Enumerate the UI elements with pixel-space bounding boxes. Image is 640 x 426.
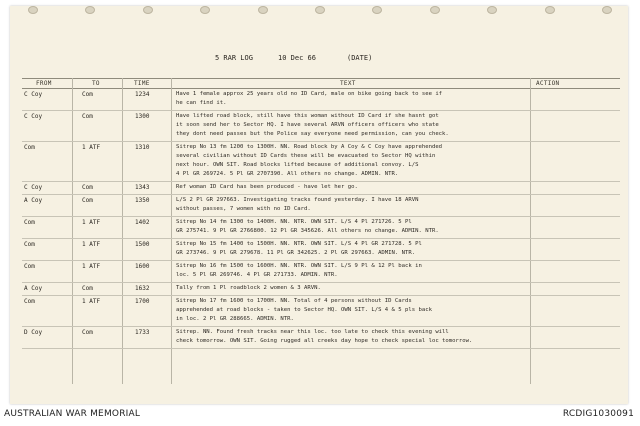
date-label: (DATE): [347, 54, 373, 62]
binder-hole: [372, 6, 382, 14]
entry-time: 1700: [135, 297, 150, 305]
binder-hole: [315, 6, 325, 14]
entry-from: C Coy: [24, 91, 43, 98]
entry-time: 1733: [135, 328, 150, 336]
entry-rule: [22, 194, 620, 195]
entry-rule: [22, 260, 620, 261]
entry-text-line: Have lifted road block, still have this woman without ID Card if she hasnt got: [176, 113, 439, 119]
column-header-from: FROM: [36, 80, 52, 87]
entry-from: Com: [24, 297, 35, 305]
entry-text-line: Sitrep No 14 fm 1300 to 1400H. NN. NTR. OWN SIT. L/S 4 Pl 271726. 5 Pl: [176, 218, 412, 225]
entry-to: Com: [82, 328, 93, 336]
binder-hole: [487, 6, 497, 14]
log-sheet: [10, 6, 628, 404]
binder-hole: [143, 6, 153, 14]
entry-text-line: several civilian without ID Cards these will be evacuated to Sector HQ within: [176, 152, 436, 159]
binder-hole: [200, 6, 210, 14]
entry-text-line: Sitrep. NN. Found fresh tracks near this loc. too late to check this evening will: [176, 328, 449, 335]
entry-to: Com: [82, 91, 93, 98]
entry-text-line: loc. 5 Pl GR 269746. 4 Pl GR 271733. ADMIN. NTR.: [176, 271, 338, 278]
log-date: 10 Dec 66: [278, 54, 316, 62]
entry-text-line: Sitrep No 15 fm 1400 to 1500H. NN. NTR. OWN SIT. L/S 4 Pl GR 271728. 5 Pl: [176, 240, 422, 247]
entry-to: Com: [82, 284, 93, 292]
entry-from: Com: [24, 143, 35, 151]
column-divider: [72, 78, 73, 384]
entry-text-line: 4 Pl GR 269724. 5 Pl GR 2707390. All others no change. ADMIN. NTR.: [176, 170, 399, 177]
entry-text-line: Sitrep No 17 fm 1600 to 1700H. NN. Total of 4 persons without ID Cards: [176, 297, 412, 304]
entry-rule: [22, 238, 620, 239]
entry-rule: [22, 326, 620, 327]
entry-from: C Coy: [24, 113, 43, 120]
entry-text-line: check tomorrow. OWN SIT. Going rugged all creeks day hope to check special loc tomorrow.: [176, 337, 473, 344]
binder-hole: [28, 6, 38, 14]
column-header-action: ACTION: [536, 80, 560, 87]
footer-archive-name: AUSTRALIAN WAR MEMORIAL: [4, 409, 141, 419]
entry-from: C Coy: [24, 183, 43, 191]
entry-to: Com: [82, 113, 93, 120]
entry-from: D Coy: [24, 328, 43, 336]
entry-text-line: he can find it.: [176, 99, 227, 106]
entry-text-line: in loc. 2 Pl GR 288665. ADMIN. NTR.: [176, 315, 294, 322]
entry-text-line: GR 273746. 9 Pl GR 279678. 11 Pl GR 342625. 2 Pl GR 297663. ADMIN. NTR.: [176, 249, 416, 256]
entry-time: 1632: [135, 284, 150, 292]
entry-to: 1 ATF: [82, 240, 101, 248]
entry-time: 1500: [135, 240, 150, 248]
entry-rule: [22, 141, 620, 142]
entry-text-line: Sitrep No 13 fm 1200 to 1300H. NN. Road block by A Coy & C Coy have apprehended: [176, 143, 443, 150]
entry-to: 1 ATF: [82, 218, 101, 226]
entry-time: 1350: [135, 196, 150, 204]
entry-text-line: Sitrep No 16 fm 1500 to 1600H. NN. NTR. OWN SIT. L/S 9 Pl & 12 Pl back in: [176, 262, 422, 269]
entry-from: Com: [24, 262, 35, 270]
binder-hole: [545, 6, 555, 14]
entry-to: 1 ATF: [82, 262, 101, 270]
entry-time: 1234: [135, 91, 150, 98]
entry-text-line: without passes, 7 women with no ID Card.: [176, 205, 311, 212]
entry-text-line: it soon send her to Sector HQ. I have several ARVN officers officers who state: [176, 121, 439, 128]
entry-text-line: Ref woman ID Card has been produced - have let her go.: [176, 183, 358, 190]
log-header: [10, 54, 628, 66]
entry-time: 1402: [135, 218, 150, 226]
entry-to: Com: [82, 183, 93, 191]
entry-from: A Coy: [24, 196, 43, 204]
column-header-text: TEXT: [340, 80, 356, 87]
entry-text-line: Tally from 1 Pl roadblock 2 women & 3 ARVN.: [176, 284, 321, 291]
log-title: 5 RAR LOG: [215, 54, 253, 62]
column-header-to: TO: [92, 80, 100, 87]
entry-time: 1343: [135, 183, 150, 191]
column-divider: [122, 78, 123, 384]
binder-hole: [602, 6, 612, 14]
entry-rule: [22, 295, 620, 296]
entry-text-line: next hour. OWN SIT. Road blocks lifted because of additional convoy. L/S: [176, 161, 419, 168]
entry-from: Com: [24, 240, 35, 248]
entry-rule: [22, 348, 620, 349]
entry-rule: [22, 110, 620, 111]
binder-holes: [28, 6, 612, 14]
column-divider: [171, 78, 172, 384]
entry-time: 1300: [135, 113, 150, 120]
entry-text-line: L/S 2 Pl GR 297663. Investigating tracks found yesterday. I have 18 ARVN: [176, 196, 419, 203]
log-table: [22, 78, 620, 386]
entry-time: 1600: [135, 262, 150, 270]
entry-to: 1 ATF: [82, 297, 101, 305]
entry-rule: [22, 181, 620, 182]
binder-hole: [258, 6, 268, 14]
entry-text-line: apprehended at road blocks - taken to Sector HQ. OWN SIT. L/S 4 & 5 pls back: [176, 306, 432, 313]
binder-hole: [430, 6, 440, 14]
entry-text-line: GR 275741. 9 Pl GR 2766800. 12 Pl GR 345626. All others no change. ADMIN. NTR.: [176, 227, 439, 234]
entry-text-line: Have 1 female approx 25 years old no ID Card, male on bike going back to see if: [176, 91, 443, 97]
entry-to: 1 ATF: [82, 143, 101, 151]
column-divider: [530, 78, 531, 384]
binder-hole: [85, 6, 95, 14]
entry-time: 1310: [135, 143, 150, 151]
entry-from: A Coy: [24, 284, 43, 292]
column-header-time: TIME: [134, 80, 150, 87]
entry-from: Com: [24, 218, 35, 226]
footer-record-id: RCDIG1030091: [562, 409, 634, 419]
entry-rule: [22, 282, 620, 283]
entry-text-line: they dont need passes but the Police say everyone need permission, can you check.: [176, 130, 449, 137]
entry-to: Com: [82, 196, 93, 204]
entry-rule: [22, 216, 620, 217]
